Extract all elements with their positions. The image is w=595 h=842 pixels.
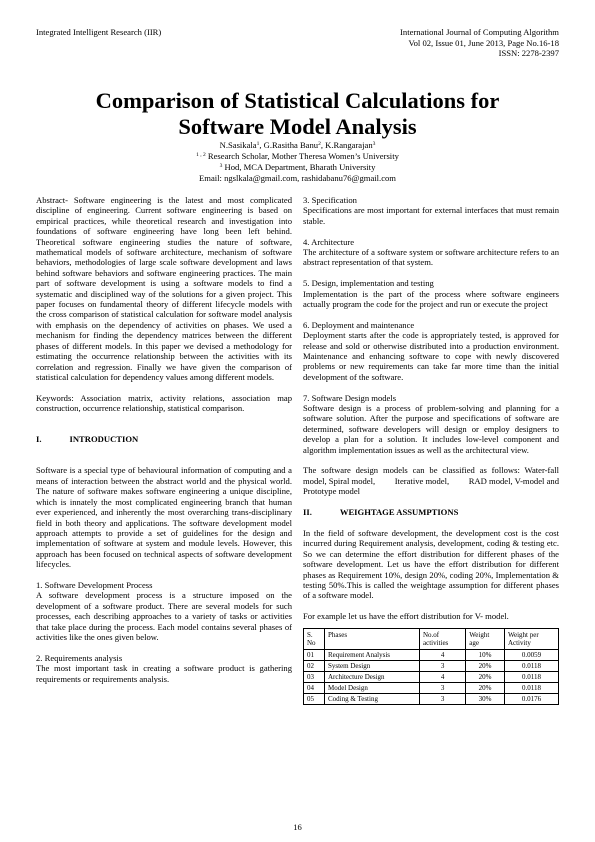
subsection-heading: 2. Requirements analysis [36,652,123,663]
section-heading-introduction [36,434,292,444]
table-cell: 02 [304,660,325,671]
table-cell: 01 [304,649,325,660]
table-cell: 0.0059 [504,649,558,660]
affiliation-1 [40,151,555,162]
author-1-sup: 1 [256,141,260,147]
table-header-cell: Phases [325,628,420,649]
table-header-cell: Weight per Activity [504,628,558,649]
subsection-heading: 1. Software Development Process [36,579,153,590]
subsection-text: Software design is a process of problem-solving and planning for a software solution. After the purpose and specifications of software are determined, software developers will design or employ designers to develop a plan for a solution. It includes low-level component and algorithm implementation issues as well as the architectural view. [303,403,559,455]
table-cell: 05 [304,693,325,704]
table-header-cell: S. No [304,628,325,649]
table-cell: 30% [466,693,505,704]
table-cell: Model Design [325,682,420,693]
table-cell: 0.0118 [504,682,558,693]
table-cell: 3 [420,693,466,704]
author-email: Email: ngslkala@gmail.com, rashidabanu76@gmail.com [199,173,396,183]
models-text: The software design models can be classified as follows: Water-fall model, Spiral model, Iterative model, RAD model, V-model and Prototype model [303,465,562,497]
affiliation-2-sup: 3 [219,163,223,169]
table-row [304,693,559,704]
affiliation-2-text: Hod, MCA Department, Bharath University [222,162,376,172]
introduction-text: Software is a special type of behavioural information of computing and a means of interaction between the abstract world and the physical world. The nature of software makes software engineering a unique discipline, which is innately the most complicated engineering branch that human ever experienced, and inherently the most overarching trans-disciplinary field in both theory and applications. The software development model approach attempts to provide a set of guidelines for the design and implementation of software at system and module levels. However, this approach has been focused on technical aspects of software development lifecycles. [36,465,292,570]
paper-title-line1: Comparison of Statistical Calculations for [95,88,500,113]
section-number: II. [303,507,312,518]
page-number: 16 [293,822,302,832]
paper-title-line2: Software Model Analysis [178,114,417,139]
subsection-text: The architecture of a software system or software architecture refers to an abstract representation of that system. [303,247,559,268]
author-block [40,140,555,184]
subsection-text: A software development process is a structure imposed on the development of a software product. There are several models for such processes, each describing approaches to a variety of tasks or activities that take place during the process. Each model contains several phases of activities like the ones given below. [36,590,292,642]
weightage-text: In the field of software development, the development cost is the cost incurred during Requirement analysis, development, coding & testing etc. So we can determine the effort distribution for different phases of the software development. Let us have the effort distribution for different phases as Requirement 10%, design 20%, coding 20%, Implementation & testing 50%.This is called the weightage assumption for different phases of a software model. [303,527,559,601]
example-text: For example let us have the effort distribution for V- model. [303,611,509,622]
table-cell: 20% [466,671,505,682]
table-cell: System Design [325,660,420,671]
table-cell: 0.0176 [504,693,558,704]
journal-issn: ISSN: 2278-2397 [498,48,559,59]
section-title: WEIGHTAGE ASSUMPTIONS [339,507,459,518]
table-cell: Architecture Design [325,671,420,682]
table-row [304,660,559,671]
journal-volume: Vol 02, Issue 01, June 2013, Page No.16-18 [408,37,559,48]
subsection-text: The most important task in creating a software product is gathering requirements or requirements analysis. [36,663,292,684]
table-header-cell: Weight age [466,628,505,649]
subsection-heading: 6. Deployment and maintenance [303,319,415,330]
subsection-heading: 4. Architecture [303,236,355,247]
section-number: I. [36,434,42,445]
table-header-row [304,628,559,649]
left-column [36,195,292,684]
affiliation-2 [40,162,555,173]
author-2-sup: 2 [318,141,321,147]
journal-publisher: Integrated Intelligent Research (IIR) [36,27,162,37]
author-2: , G.Rasitha Banu [259,140,319,150]
subsection-text: Implementation is the part of the process where software engineers actually program the code for the project and run or execute the project [303,288,559,310]
table-row [304,649,559,660]
table-cell: 03 [304,671,325,682]
affiliation-1-text: Research Scholar, Mother Theresa Women’s University [205,151,399,161]
subsection-text: Deployment starts after the code is appropriately tested, is approved for release and sold or otherwise distributed into a production environment. Maintenance and enhancing software to cope with newly discovered problems or new requirements can take far more time than the initial development of the software. [303,330,559,382]
section-heading-weightage [303,507,559,517]
author-3-sup: 3 [372,141,376,147]
journal-info [400,27,559,59]
subsection-heading: 3. Specification [303,195,357,205]
table-cell: Coding & Testing [325,693,420,704]
subsection-text: Specifications are most important for external interfaces that must remain stable. [303,205,559,226]
table-cell: 20% [466,660,505,671]
table-cell: Requirement Analysis [325,649,420,660]
keywords: Keywords: Association matrix, activity relations, association map construction, occurrence relationship, statistical comparison. [36,392,292,414]
table-row [304,682,559,693]
table-cell: 3 [420,682,466,693]
affiliation-1-sup: 1 , 2 [196,152,206,158]
table-cell: 04 [304,682,325,693]
author-1: N.Sasikala [219,140,257,150]
abstract: Abstract- Software engineering is the latest and most complicated discipline of engineering. Current software engineering is based on empirical practices, while theoretical research and investigation into foundations of software engineering have long been left behind. Theoretical software engineering studies the nature of software, mathematical models of software architecture, mechanism of software behaviors, methodologies of large scale software development and laws behind software behaviors and software engineering practices. The main part of software development is using a software models to find a systematic and disciplined way of the solutions for a given project. This paper focuses on fundamental theory of different lifecycle models with the cross comparison of statistical calculation for software model analysis with emphasis on the dependency of activities on phases. We used a mechanism for finding the dependency matrices between the different phases of different models. In this paper we devised a methodology for estimating the occurrence relationship between the activities with its correlation and regression. Finally we have given the comparison of statistical calculation for dependency values among different models. [36,195,292,382]
effort-distribution-table [303,628,559,705]
journal-name: International Journal of Computing Algorithm [400,27,559,37]
table-cell: 0.0118 [504,671,558,682]
table-header-cell: No.of activities [420,628,466,649]
table-cell: 3 [420,660,466,671]
table-cell: 20% [466,682,505,693]
author-names [40,140,555,151]
right-column [303,195,562,705]
table-row [304,671,559,682]
section-title: INTRODUCTION [69,434,139,445]
paper-title [40,88,555,140]
subsection-heading: 5. Design, implementation and testing [303,278,434,289]
table-cell: 4 [420,649,466,660]
table-cell: 0.0118 [504,660,558,671]
author-3: , K.Rangarajan [320,140,373,150]
table-cell: 10% [466,649,505,660]
subsection-heading: 7. Software Design models [303,392,397,403]
table-cell: 4 [420,671,466,682]
